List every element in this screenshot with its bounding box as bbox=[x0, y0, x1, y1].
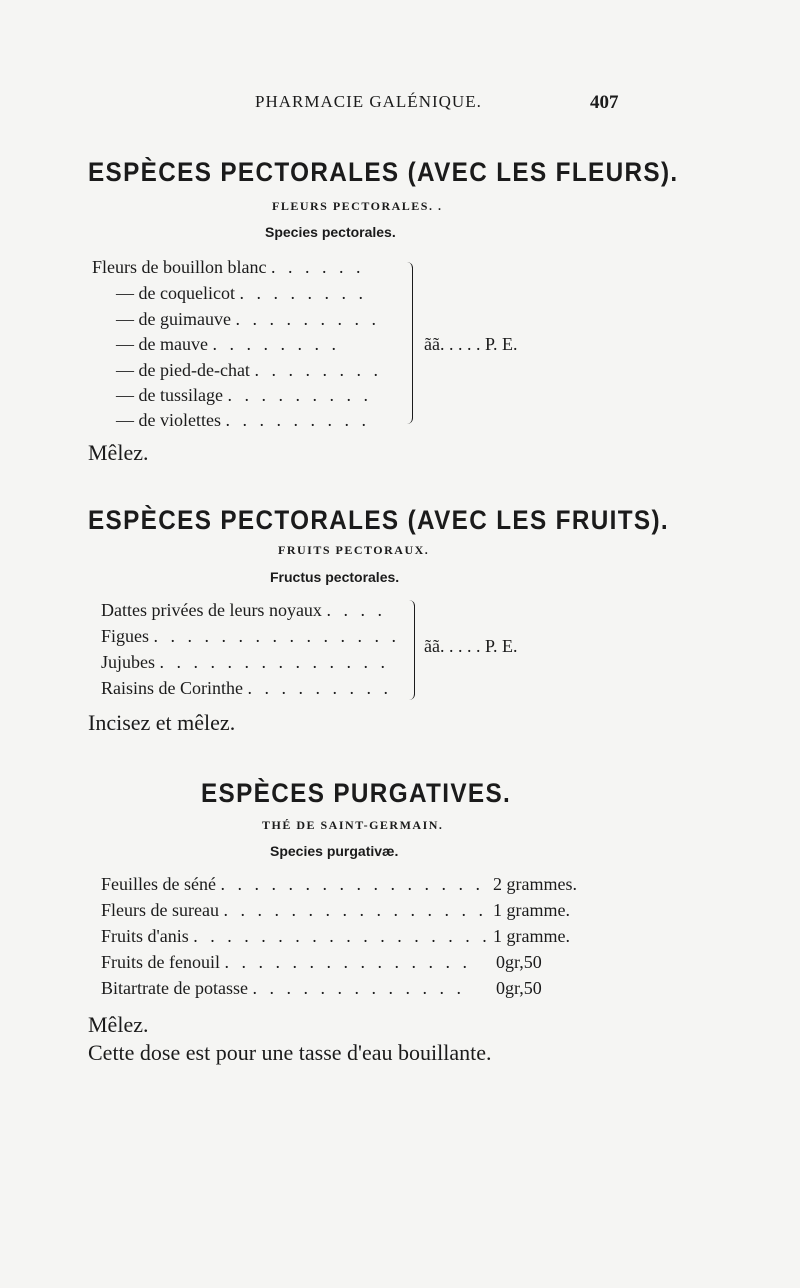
section1-latin: Species pectorales. bbox=[265, 224, 396, 240]
section3-latin: Species purgativæ. bbox=[270, 843, 399, 859]
list-item: Jujubes . . . . . . . . . . . . . . bbox=[101, 652, 389, 672]
section2-title: ESPÈCES PECTORALES (AVEC LES FRUITS). bbox=[88, 505, 670, 535]
quantity: 1 gramme. bbox=[493, 926, 570, 946]
list-item: Raisins de Corinthe . . . . . . . . . bbox=[101, 678, 392, 698]
section2-subtitle: FRUITS PECTORAUX. bbox=[278, 543, 430, 557]
quantity: 2 grammes. bbox=[493, 874, 577, 894]
list-item: Dattes privées de leurs noyaux . . . . bbox=[101, 600, 386, 620]
running-title: PHARMACIE GALÉNIQUE. bbox=[255, 92, 482, 111]
section2-latin: Fructus pectorales. bbox=[270, 569, 400, 585]
list-item: Feuilles de séné . . . . . . . . . . . . . . . . bbox=[101, 874, 484, 894]
list-item: Fruits d'anis . . . . . . . . . . . . . . . . . . bbox=[101, 926, 491, 946]
section3-instruction: Mêlez. bbox=[88, 1012, 149, 1037]
section1-subtitle: FLEURS PECTORALES. . bbox=[272, 199, 443, 213]
list-item: — de violettes . . . . . . . . . bbox=[116, 410, 370, 430]
list-item: Fleurs de sureau . . . . . . . . . . . . . . . . bbox=[101, 900, 487, 920]
list-item: — de guimauve . . . . . . . . . bbox=[116, 309, 380, 329]
list-item: Fruits de fenouil . . . . . . . . . . . . . . . bbox=[101, 952, 471, 972]
list-item: — de pied-de-chat . . . . . . . . bbox=[116, 360, 382, 380]
list-item: Bitartrate de potasse . . . . . . . . . . . . . bbox=[101, 978, 465, 998]
section3-subtitle: THÉ DE SAINT-GERMAIN. bbox=[262, 818, 444, 832]
brace bbox=[406, 600, 415, 700]
section2-quantity: ãã. . . . . P. E. bbox=[424, 636, 518, 656]
quantity: 0gr,50 bbox=[496, 952, 542, 972]
list-item: Fleurs de bouillon blanc . . . . . . bbox=[92, 257, 365, 277]
section2-instruction: Incisez et mêlez. bbox=[88, 710, 236, 735]
brace bbox=[404, 262, 413, 424]
list-item: — de coquelicot . . . . . . . . bbox=[116, 283, 367, 303]
section1-instruction: Mêlez. bbox=[88, 440, 149, 465]
list-item: — de mauve . . . . . . . . bbox=[116, 334, 340, 354]
page-number: 407 bbox=[590, 92, 619, 113]
quantity: 0gr,50 bbox=[496, 978, 542, 998]
section1-title: ESPÈCES PECTORALES (AVEC LES FLEURS). bbox=[88, 157, 679, 187]
section3-title: ESPÈCES PURGATIVES. bbox=[201, 778, 512, 808]
list-item: — de tussilage . . . . . . . . . bbox=[116, 385, 372, 405]
quantity: 1 gramme. bbox=[493, 900, 570, 920]
section1-quantity: ãã. . . . . P. E. bbox=[424, 334, 518, 354]
list-item: Figues . . . . . . . . . . . . . . . bbox=[101, 626, 401, 646]
section3-note: Cette dose est pour une tasse d'eau bouillante. bbox=[88, 1040, 492, 1065]
